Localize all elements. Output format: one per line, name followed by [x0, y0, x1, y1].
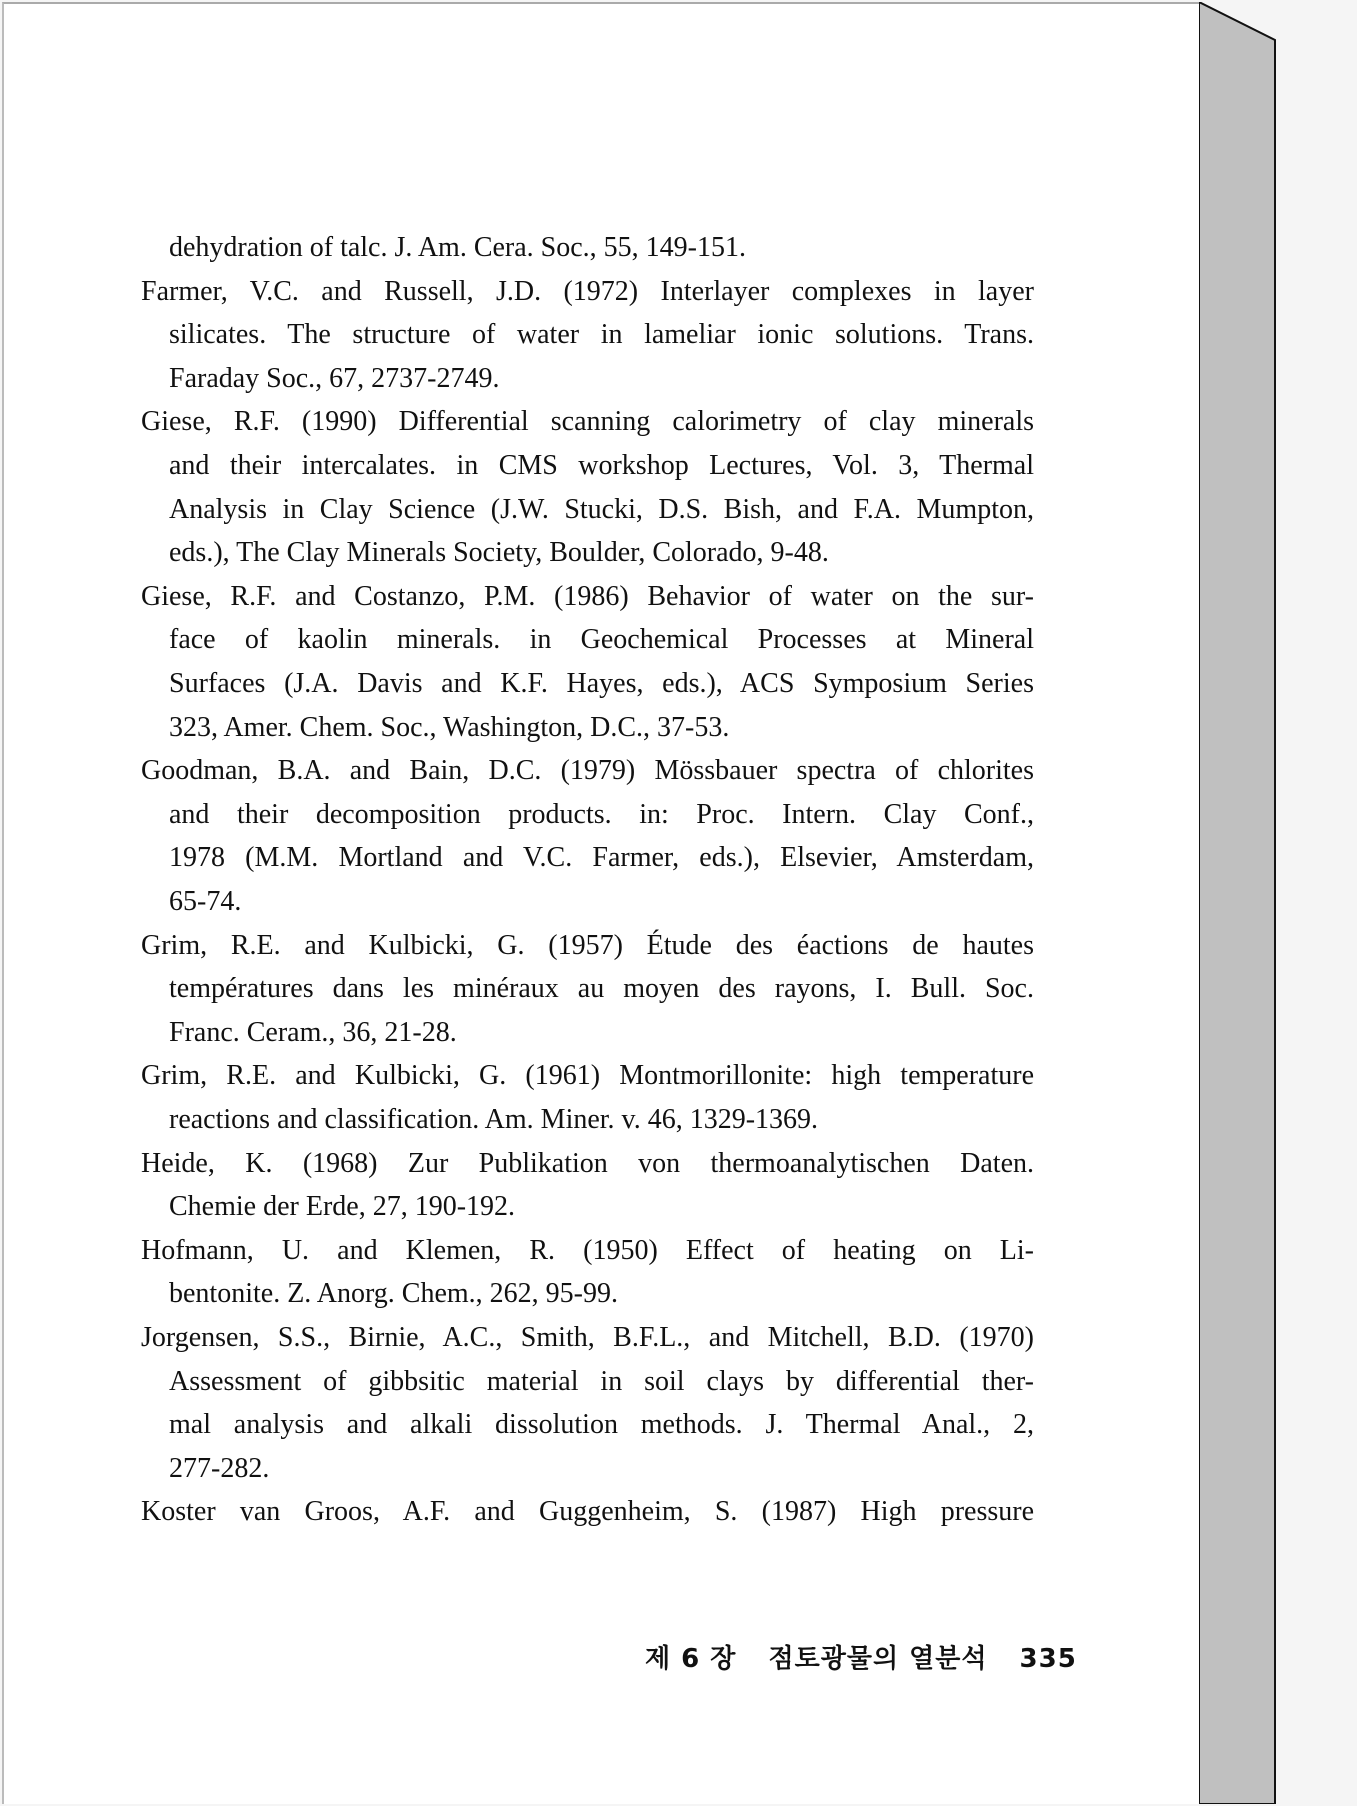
reference-line: and their decomposition products. in: Proc. Intern. Clay Conf., — [169, 798, 1034, 830]
reference-line: températures dans les minéraux au moyen des rayons, I. Bull. Soc. — [169, 973, 1034, 1005]
reference-line: Goodman, B.A. and Bain, D.C. (1979) Mössbauer spectra of chlorites — [141, 755, 1034, 787]
reference-line: 277-282. — [169, 1452, 270, 1484]
page-number: 335 — [1019, 1644, 1077, 1674]
reference-line: 323, Amer. Chem. Soc., Washington, D.C., 37-53. — [169, 711, 730, 743]
reference-line: Farmer, V.C. and Russell, J.D. (1972) Interlayer complexes in layer — [141, 275, 1034, 307]
reference-line: mal analysis and alkali dissolution methods. J. Thermal Anal., 2, — [169, 1409, 1034, 1441]
page-stack-edge — [1199, 2, 1277, 1804]
reference-line: dehydration of talc. J. Am. Cera. Soc., 55, 149-151. — [169, 232, 747, 263]
reference-line: Giese, R.F. and Costanzo, P.M. (1986) Behavior of water on the sur- — [141, 580, 1034, 612]
reference-line: Franc. Ceram., 36, 21-28. — [169, 1016, 457, 1048]
reference-line: reactions and classification. Am. Miner. v. 46, 1329-1369. — [169, 1104, 819, 1135]
reference-line: Giese, R.F. (1990) Differential scanning calorimetry of clay minerals — [141, 406, 1034, 438]
reference-line: Chemie der Erde, 27, 190-192. — [169, 1191, 516, 1223]
reference-line: 65-74. — [169, 886, 242, 917]
page-footer — [645, 1638, 1099, 1675]
reference-line: Faraday Soc., 67, 2737-2749. — [169, 362, 500, 394]
reference-line: Assessment of gibbsitic material in soil clays by differential ther- — [169, 1365, 1034, 1397]
reference-line: Jorgensen, S.S., Birnie, A.C., Smith, B.F.L., and Mitchell, B.D. (1970) — [141, 1322, 1034, 1353]
reference-line: Koster van Groos, A.F. and Guggenheim, S. (1987) High pressure — [141, 1496, 1034, 1528]
reference-line: Grim, R.E. and Kulbicki, G. (1961) Montmorillonite: high temperature — [141, 1060, 1034, 1092]
reference-line: face of kaolin minerals. in Geochemical Processes at Mineral — [169, 624, 1034, 656]
reference-line: and their intercalates. in CMS workshop Lectures, Vol. 3, Thermal — [169, 450, 1034, 481]
reference-line: Heide, K. (1968) Zur Publikation von thermoanalytischen Daten. — [141, 1147, 1034, 1179]
reference-line: 1978 (M.M. Mortland and V.C. Farmer, eds.), Elsevier, Amsterdam, — [169, 842, 1034, 874]
chapter-label: 제 6 장 — [645, 1644, 737, 1674]
reference-line: Surfaces (J.A. Davis and K.F. Hayes, eds.), ACS Symposium Series — [169, 668, 1034, 699]
reference-line: Grim, R.E. and Kulbicki, G. (1957) Étude des éactions de hautes — [141, 929, 1034, 961]
reference-line: Hofmann, U. and Klemen, R. (1950) Effect of heating on Li- — [141, 1234, 1034, 1266]
reference-line: eds.), The Clay Minerals Society, Boulder, Colorado, 9-48. — [169, 537, 829, 569]
reference-line: silicates. The structure of water in lameliar ionic solutions. Trans. — [169, 319, 1034, 351]
reference-line: bentonite. Z. Anorg. Chem., 262, 95-99. — [169, 1278, 618, 1310]
chapter-title: 점토광물의 열분석 — [768, 1644, 988, 1674]
reference-line: Analysis in Clay Science (J.W. Stucki, D.S. Bish, and F.A. Mumpton, — [169, 493, 1034, 525]
